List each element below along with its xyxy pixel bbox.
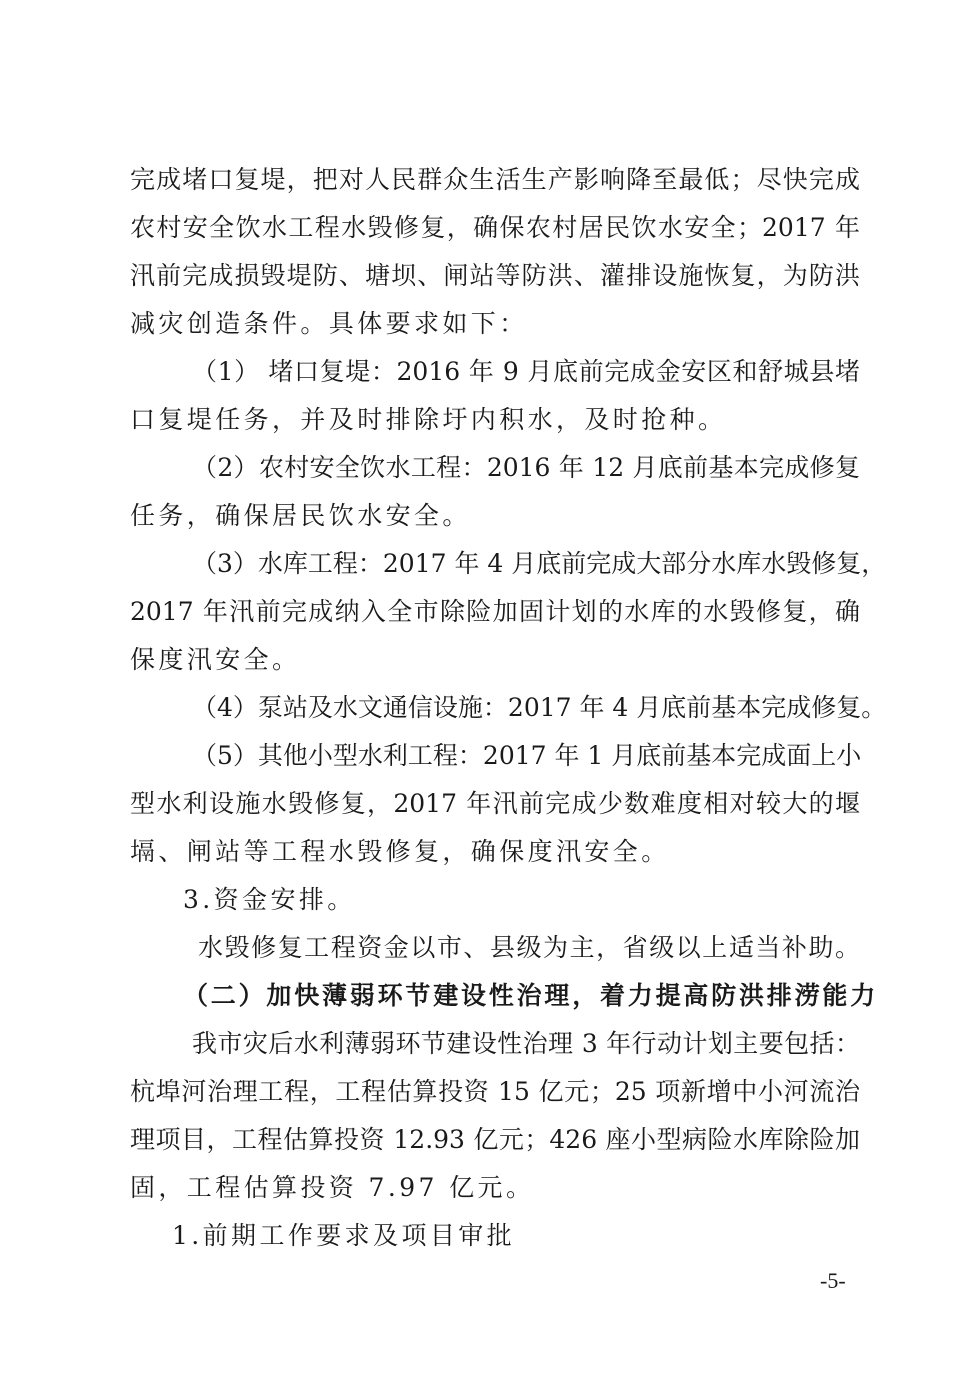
paragraph-line: 塥、闸站等工程水毁修复，确保度汛安全。: [130, 837, 670, 866]
paragraph-line: 汛前完成损毁堤防、塘坝、闸站等防洪、灌排设施恢复，为防洪: [130, 261, 860, 290]
paragraph-line: 保度汛安全。: [130, 645, 301, 674]
subsection-heading-funding: 3.资金安排。: [183, 885, 356, 914]
list-item-3: （3）水库工程：2017 年 4 月底前完成大部分水库水毁修复，: [192, 549, 887, 578]
paragraph-line: 完成堵口复堤，把对人民群众生活生产影响降至最低；尽快完成: [130, 165, 860, 194]
paragraph-line: 2017 年汛前完成纳入全市除险加固计划的水库的水毁修复，确: [130, 597, 860, 626]
list-item-1: （1） 堵口复堤：2016 年 9 月底前完成金安区和舒城县堵: [192, 357, 860, 386]
paragraph-line: 减灾创造条件。具体要求如下：: [130, 309, 528, 338]
paragraph-line: 农村安全饮水工程水毁修复，确保农村居民饮水安全；2017 年: [130, 213, 860, 242]
list-item-4: （4）泵站及水文通信设施：2017 年 4 月底前基本完成修复。: [192, 693, 887, 722]
paragraph-line: 固，工程估算投资 7.97 亿元。: [130, 1173, 535, 1202]
paragraph-line: 理项目，工程估算投资 12.93 亿元；426 座小型病险水库除险加: [130, 1125, 860, 1154]
list-item-5: （5）其他小型水利工程：2017 年 1 月底前基本完成面上小: [192, 741, 862, 770]
section-heading-2: （二）加快薄弱环节建设性治理，着力提高防洪排涝能力: [183, 981, 879, 1010]
list-item-2: （2）农村安全饮水工程：2016 年 12 月底前基本完成修复: [192, 453, 860, 482]
paragraph-line: 口复堤任务，并及时排除圩内积水，及时抢种。: [130, 405, 727, 434]
paragraph-line: 杭埠河治理工程，工程估算投资 15 亿元；25 项新增中小河流治: [130, 1077, 860, 1106]
subsection-heading-preliminary: 1.前期工作要求及项目审批: [172, 1221, 516, 1250]
paragraph-line: 水毁修复工程资金以市、县级为主，省级以上适当补助。: [198, 933, 860, 962]
paragraph-line: 型水利设施水毁修复，2017 年汛前完成少数难度相对较大的堰: [130, 789, 860, 818]
paragraph-line: 任务，确保居民饮水安全。: [130, 501, 471, 530]
paragraph-line: 我市灾后水利薄弱环节建设性治理 3 年行动计划主要包括：: [192, 1029, 860, 1058]
page-number: -5-: [820, 1268, 846, 1293]
